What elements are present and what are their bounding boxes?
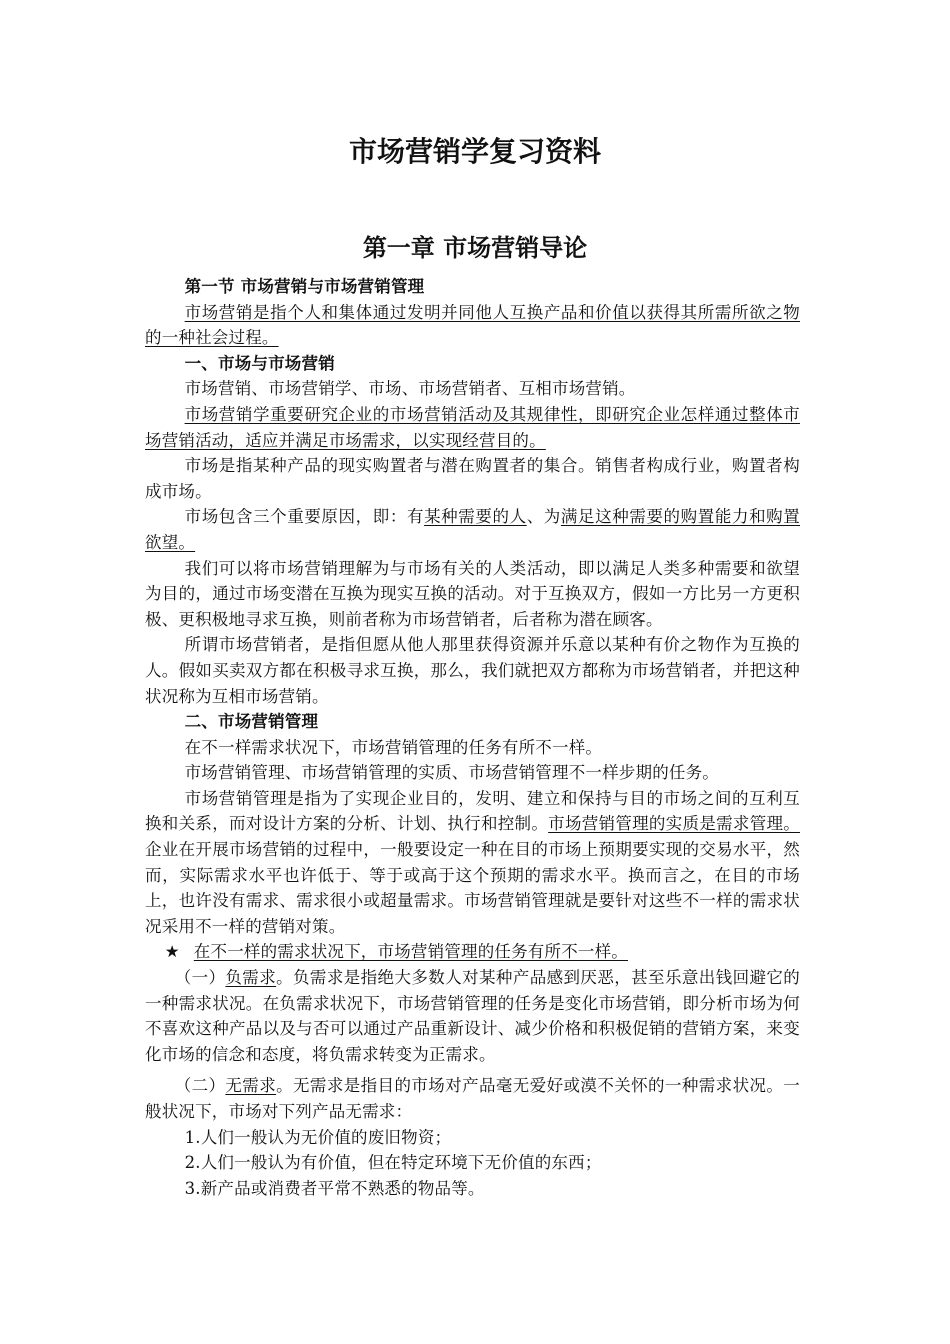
no-demand [145,1073,800,1124]
subsection-heading-2: 二、市场营销管理 [184,712,319,732]
underlined-text: 市场营销学重要研究企业的市场营销活动及其规律性，即研究企业怎样通过整体市场营销活动，适应并满足市场需求，以实现经营目的。 [145,404,800,450]
market-definition: 市场是指某种产品的现实购置者与潜在购置者的集合。销售者构成行业，购置者构成市场。 [145,456,800,501]
text-span: 。负需求是指绝大多数人对某种产品感到厌恶，甚至乐意出钱回避它的一种需求状况。在负需求状况下，市场营销管理的任务是变化市场营销，即分析市场为何不喜欢这种产品以及与否可以通过产品重新设计、减少价格和积极促销的营销方案，来变化市场的信念和态度，将负需求转变为正需求。 [145,968,800,1064]
terms-list: 市场营销、市场营销学、市场、市场营销者、互相市场营销。 [184,379,636,399]
text-span: 企业在开展市场营销的过程中，一般要设定一种在目的市场上预期要实现的交易水平，然而，实际需求水平也许低于、等于或高于这个预期的需求水平。换而言之，在目的市场上，也许没有需求、需求很小或超量需求。市场营销管理就是要针对这些不一样的需求状况采用不一样的营销对策。 [145,840,800,936]
document-title: 市场营销学复习资料 [348,135,601,168]
marketing-definition [145,300,800,351]
paragraph-activity: 我们可以将市场营销理解为与市场有关的人类活动，即以满足人类多种需要和欲望为目的，通过市场变潜在互换为现实互换的活动。对于互换双方，假如一方比另一方更积极、更积极地寻求互换，则前者称为市场营销者，后者称为潜在顾客。 [145,558,800,629]
market-reasons [145,504,800,555]
underlined-text: 满足这种需要的购置能力和购置欲望。 [145,507,800,552]
text-span: 、为 [526,507,561,527]
underlined-term: 负需求 [225,968,277,988]
management-paragraph [145,786,800,940]
list-item: 1.人们一般认为无价值的废旧物资； [184,1127,452,1147]
text-span: 。无需求是指目的市场对产品毫无爱好或漠不关怀的一种需求状况。一般状况下，市场对下列产品无需求： [145,1076,800,1121]
document-body [145,274,800,1201]
paragraph-marketer: 所谓市场营销者，是指但愿从他人那里获得资源并乐意以某种有价之物作为互换的人。假如买卖双方都在积极寻求互换，那么，我们就把双方都称为市场营销者，并把这种状况称为互相市场营销。 [145,635,800,706]
subsection-heading-1: 一、市场与市场营销 [184,353,335,373]
list-item: 3.新产品或消费者平常不熟悉的物品等。 [184,1178,485,1198]
text-span: （一） [174,968,226,988]
section-heading: 第一节 市场营销与市场营销管理 [184,277,425,296]
underlined-text: 市场营销管理的实质是需求管理。 [548,814,800,834]
star-icon: ★ [164,942,180,962]
text-span: （二） [174,1076,226,1096]
star-line [145,939,800,965]
study-definition [145,402,800,453]
underlined-text: 在不一样的需求状况下，市场营销管理的任务有所不一样。 [193,942,628,962]
list-item: 2.人们一般认为有价值，但在特定环境下无价值的东西； [184,1153,602,1173]
management-terms: 市场营销管理、市场营销管理的实质、市场营销管理不一样步期的任务。 [184,763,719,783]
underlined-text: 市场营销是指个人和集体通过发明并同他人互换产品和价值以获得其所需所欲之物的一种社会过程。 [145,302,800,348]
underlined-term: 无需求 [225,1076,277,1096]
chapter-title: 第一章 市场营销导论 [362,234,588,262]
management-intro: 在不一样需求状况下，市场营销管理的任务有所不一样。 [184,737,603,757]
text-span: 市场营销管理是指为了实现企业目的，发明、建立和保持与目的市场之间的互利互换和关系，而对设计方案的分析、计划、执行和控制。 [145,788,800,834]
underlined-text: 某种需要的人 [424,507,527,527]
text-span: 市场包含三个重要原因，即：有 [184,507,425,527]
negative-demand [145,965,800,1067]
